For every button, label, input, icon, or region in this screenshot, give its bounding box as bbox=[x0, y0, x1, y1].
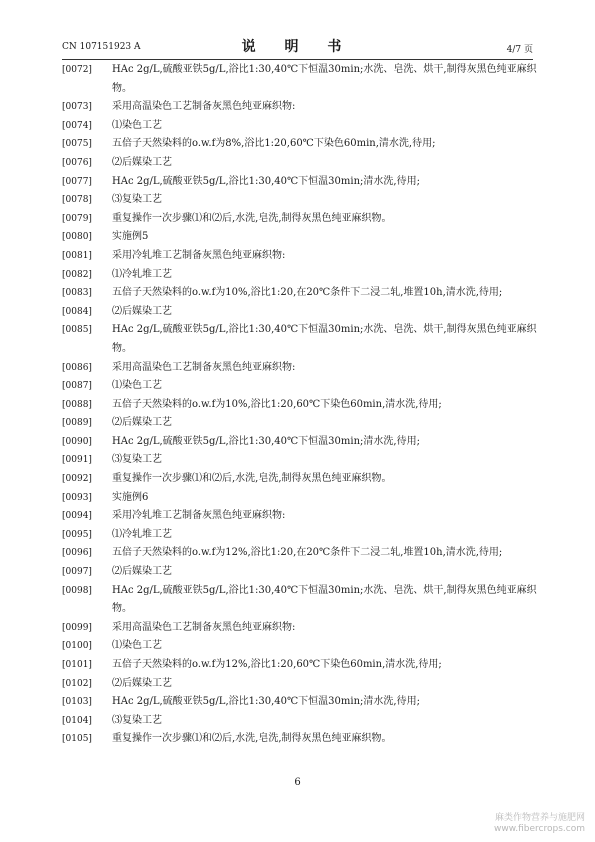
paragraph-text: ⑶复染工艺 bbox=[112, 454, 162, 466]
paragraph bbox=[62, 470, 540, 489]
paragraph-number: [0076] bbox=[62, 157, 92, 168]
paragraph-text: ⑴染色工艺 bbox=[112, 640, 162, 652]
page-of-total: 4/7 页 bbox=[506, 45, 533, 55]
paragraph-number: [0100] bbox=[62, 641, 92, 652]
paragraph bbox=[62, 414, 540, 433]
paragraph bbox=[62, 693, 540, 712]
paragraph bbox=[62, 61, 540, 98]
watermark-url: www.fibercrops.com bbox=[494, 824, 585, 834]
paragraph-number: [0088] bbox=[62, 399, 92, 410]
paragraph-number: [0104] bbox=[62, 715, 92, 726]
paragraph bbox=[62, 154, 540, 173]
document-body bbox=[62, 61, 540, 749]
paragraph-text: ⑶复染工艺 bbox=[112, 194, 162, 206]
paragraph bbox=[62, 303, 540, 322]
paragraph bbox=[62, 228, 540, 247]
paragraph-text: 五倍子天然染料的o.w.f为12%,浴比1:20,在20℃条件下二浸二轧,堆置10h,清水洗,待用; bbox=[112, 547, 503, 559]
paragraph-text: 采用高温染色工艺制备灰黑色纯亚麻织物: bbox=[112, 621, 296, 633]
paragraph-text: 采用高温染色工艺制备灰黑色纯亚麻织物: bbox=[112, 101, 296, 113]
site-watermark bbox=[494, 813, 585, 835]
paragraph-text: HAc 2g/L,硫酸亚铁5g/L,浴比1:30,40℃下恒温30min;水洗、皂洗、烘干,制得灰黑色纯亚麻织物。 bbox=[112, 64, 537, 94]
paragraph-number: [0096] bbox=[62, 548, 92, 559]
paragraph-number: [0075] bbox=[62, 139, 92, 150]
paragraph-number: [0086] bbox=[62, 362, 92, 373]
patent-number: CN 107151923 A bbox=[62, 42, 141, 52]
paragraph-text: 实施例5 bbox=[112, 231, 149, 243]
paragraph-text: 采用冷轧堆工艺制备灰黑色纯亚麻织物: bbox=[112, 510, 286, 522]
paragraph-text: HAc 2g/L,硫酸亚铁5g/L,浴比1:30,40℃下恒温30min;水洗、皂洗、烘干,制得灰黑色纯亚麻织物。 bbox=[112, 324, 537, 354]
paragraph-number: [0094] bbox=[62, 511, 92, 522]
paragraph bbox=[62, 377, 540, 396]
paragraph bbox=[62, 637, 540, 656]
paragraph-text: 五倍子天然染料的o.w.f为10%,浴比1:20,在20℃条件下二浸二轧,堆置10h,清水洗,待用; bbox=[112, 287, 503, 299]
paragraph-text: ⑵后媒染工艺 bbox=[112, 566, 172, 578]
paragraph-number: [0073] bbox=[62, 102, 92, 113]
paragraph-number: [0103] bbox=[62, 697, 92, 708]
paragraph bbox=[62, 544, 540, 563]
paragraph bbox=[62, 210, 540, 229]
paragraph-number: [0099] bbox=[62, 622, 92, 633]
paragraph-text: 五倍子天然染料的o.w.f为8%,浴比1:20,60℃下染色60min,清水洗,待用; bbox=[112, 138, 436, 150]
paragraph bbox=[62, 173, 540, 192]
paragraph-text: HAc 2g/L,硫酸亚铁5g/L,浴比1:30,40℃下恒温30min;清水洗,待用; bbox=[112, 696, 420, 708]
paragraph-text: ⑶复染工艺 bbox=[112, 714, 162, 726]
paragraph-text: ⑵后媒染工艺 bbox=[112, 156, 172, 168]
header-rule bbox=[62, 59, 533, 60]
paragraph bbox=[62, 619, 540, 638]
paragraph-number: [0098] bbox=[62, 585, 92, 596]
paragraph-number: [0082] bbox=[62, 269, 92, 280]
paragraph bbox=[62, 582, 540, 619]
paragraph-text: 重复操作一次步骤⑴和⑵后,水洗,皂洗,制得灰黑色纯亚麻织物。 bbox=[112, 473, 392, 485]
paragraph bbox=[62, 321, 540, 358]
paragraph-number: [0102] bbox=[62, 678, 92, 689]
paragraph bbox=[62, 489, 540, 508]
paragraph bbox=[62, 284, 540, 303]
paragraph bbox=[62, 730, 540, 749]
paragraph-number: [0105] bbox=[62, 734, 92, 745]
paragraph-text: HAc 2g/L,硫酸亚铁5g/L,浴比1:30,40℃下恒温30min;水洗、皂洗、烘干,制得灰黑色纯亚麻织物。 bbox=[112, 584, 537, 615]
paragraph-number: [0101] bbox=[62, 660, 92, 670]
page-number: 6 bbox=[294, 777, 301, 788]
document-title: 说 明 书 bbox=[241, 39, 354, 55]
paragraph-number: [0083] bbox=[62, 288, 92, 299]
paragraph-text: 五倍子天然染料的o.w.f为10%,浴比1:20,60℃下染色60min,清水洗,待用; bbox=[112, 398, 442, 410]
paragraph-number: [0090] bbox=[62, 436, 92, 447]
paragraph-text: ⑴染色工艺 bbox=[112, 119, 162, 131]
paragraph bbox=[62, 247, 540, 266]
paragraph-number: [0093] bbox=[62, 492, 92, 503]
paragraph-number: [0074] bbox=[62, 120, 92, 131]
paragraph-number: [0085] bbox=[62, 325, 92, 336]
paragraph-number: [0072] bbox=[62, 65, 92, 75]
paragraph-number: [0081] bbox=[62, 250, 92, 261]
paragraph bbox=[62, 117, 540, 136]
paragraph bbox=[62, 675, 540, 694]
paragraph-number: [0095] bbox=[62, 529, 92, 540]
paragraph-text: 重复操作一次步骤⑴和⑵后,水洗,皂洗,制得灰黑色纯亚麻织物。 bbox=[112, 212, 392, 224]
page-header bbox=[62, 36, 533, 58]
paragraph-text: 采用冷轧堆工艺制备灰黑色纯亚麻织物: bbox=[112, 249, 286, 261]
paragraph bbox=[62, 266, 540, 285]
paragraph-number: [0091] bbox=[62, 455, 92, 466]
paragraph bbox=[62, 712, 540, 731]
paragraph bbox=[62, 359, 540, 378]
paragraph-number: [0092] bbox=[62, 474, 92, 485]
paragraph bbox=[62, 563, 540, 582]
paragraph bbox=[62, 191, 540, 210]
paragraph bbox=[62, 656, 540, 675]
paragraph-number: [0087] bbox=[62, 381, 92, 392]
paragraph bbox=[62, 135, 540, 154]
paragraph bbox=[62, 396, 540, 415]
paragraph-text: ⑴冷轧堆工艺 bbox=[112, 268, 172, 280]
paragraph-text: 重复操作一次步骤⑴和⑵后,水洗,皂洗,制得灰黑色纯亚麻织物。 bbox=[112, 733, 392, 745]
paragraph bbox=[62, 507, 540, 526]
paragraph-text: 采用高温染色工艺制备灰黑色纯亚麻织物: bbox=[112, 361, 296, 373]
paragraph-number: [0080] bbox=[62, 232, 92, 243]
paragraph-text: ⑴冷轧堆工艺 bbox=[112, 528, 172, 540]
paragraph-text: ⑵后媒染工艺 bbox=[112, 417, 172, 429]
paragraph-text: ⑴染色工艺 bbox=[112, 380, 162, 392]
paragraph bbox=[62, 526, 540, 545]
paragraph-number: [0097] bbox=[62, 567, 92, 578]
paragraph-text: HAc 2g/L,硫酸亚铁5g/L,浴比1:30,40℃下恒温30min;清水洗,待用; bbox=[112, 175, 420, 187]
paragraph-number: [0084] bbox=[62, 306, 92, 317]
paragraph-text: ⑵后媒染工艺 bbox=[112, 677, 172, 689]
paragraph-number: [0078] bbox=[62, 195, 92, 206]
paragraph-text: 五倍子天然染料的o.w.f为12%,浴比1:20,60℃下染色60min,清水洗,待用; bbox=[112, 659, 442, 670]
paragraph bbox=[62, 451, 540, 470]
paragraph bbox=[62, 433, 540, 452]
paragraph-number: [0079] bbox=[62, 213, 92, 224]
paragraph-number: [0089] bbox=[62, 418, 92, 429]
paragraph bbox=[62, 98, 540, 117]
paragraph-text: HAc 2g/L,硫酸亚铁5g/L,浴比1:30,40℃下恒温30min;清水洗,待用; bbox=[112, 435, 420, 447]
paragraph-number: [0077] bbox=[62, 176, 92, 187]
paragraph-text: ⑵后媒染工艺 bbox=[112, 305, 172, 317]
watermark-site-name: 麻类作物营养与施肥网 bbox=[494, 813, 585, 823]
paragraph-text: 实施例6 bbox=[112, 491, 149, 503]
